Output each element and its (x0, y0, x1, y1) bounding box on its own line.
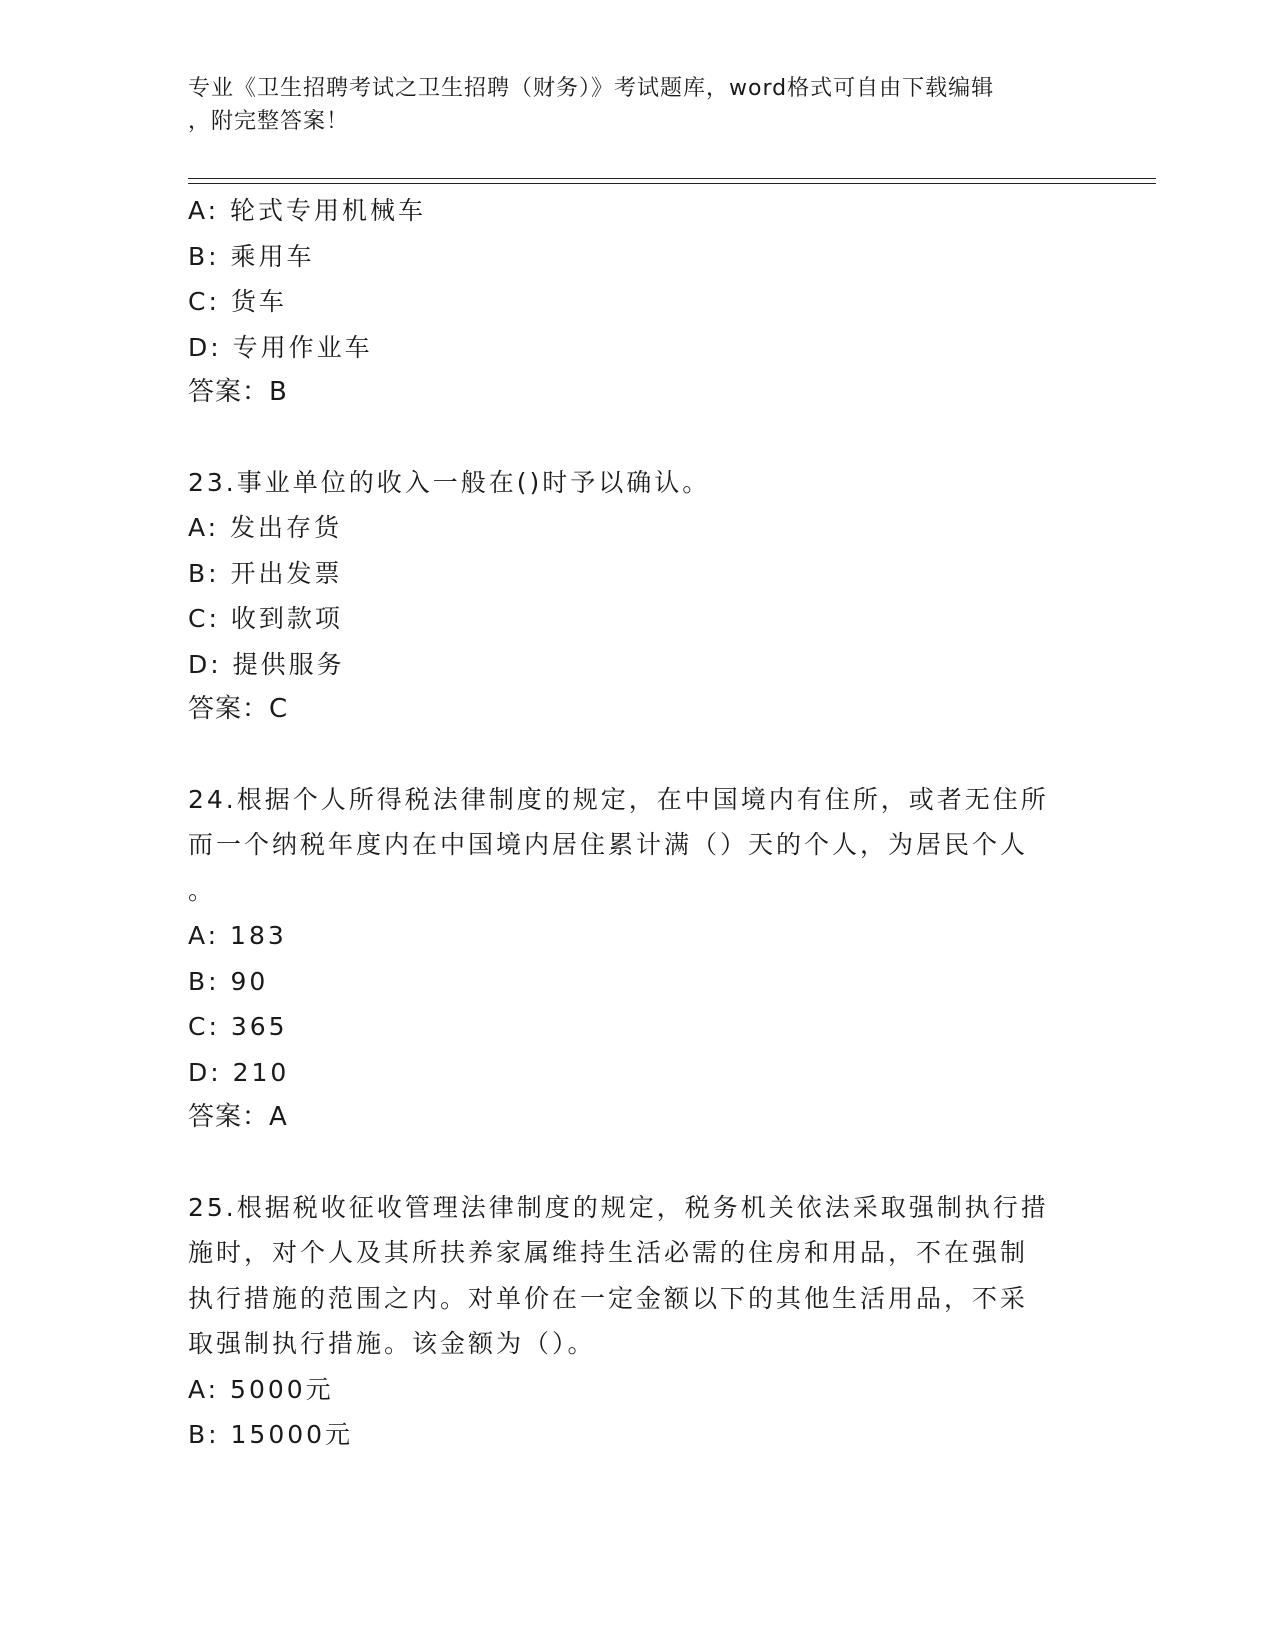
q24-option-b: B: 90 (188, 966, 269, 996)
header-divider-top (188, 178, 1156, 179)
q24-stem-line-2: 而一个纳税年度内在中国境内居住累计满（）天的个人，为居民个人 (188, 830, 1029, 859)
question-22 (188, 188, 1088, 416)
q22-option-a: A: 轮式专用机械车 (188, 196, 427, 225)
q23-option-a: A: 发出存货 (188, 513, 343, 542)
spacer (188, 733, 1088, 777)
q22-answer: 答案：B (188, 377, 288, 407)
q23-answer: 答案：C (188, 694, 289, 724)
q25-stem-line-2: 施时，对个人及其所扶养家属维持生活必需的住房和用品，不在强制 (188, 1238, 1029, 1267)
q24-stem-line-1: 24.根据个人所得税法律制度的规定，在中国境内有住所，或者无住所 (188, 784, 1049, 814)
header-line-2: ，附完整答案！ (188, 109, 350, 134)
q24-option-d: D: 210 (188, 1057, 290, 1087)
question-23 (188, 460, 1088, 733)
q23-option-d: D: 提供服务 (188, 649, 345, 679)
header-line-1: 专业《卫生招聘考试之卫生招聘（财务）》考试题库，word格式可自由下载编辑 (188, 76, 995, 101)
q22-option-c: C: 货车 (188, 287, 287, 316)
spacer (188, 416, 1088, 460)
q22-option-b: B: 乘用车 (188, 241, 315, 271)
q25-stem-line-1: 25.根据税收征收管理法律制度的规定，税务机关依法采取强制执行措 (188, 1192, 1049, 1222)
q23-stem-line-1: 23.事业单位的收入一般在()时予以确认。 (188, 467, 711, 497)
spacer (188, 1141, 1088, 1185)
document-header (188, 72, 1068, 138)
q24-option-a: A: 183 (188, 921, 287, 950)
q22-option-d: D: 专用作业车 (188, 332, 373, 362)
q25-option-a: A: 5000元 (188, 1374, 334, 1404)
question-25 (188, 1185, 1088, 1458)
question-list (188, 188, 1088, 1458)
q25-stem-line-4: 取强制执行措施。该金额为（）。 (188, 1329, 596, 1358)
q23-option-b: B: 开出发票 (188, 558, 343, 588)
q24-answer: 答案：A (188, 1102, 288, 1132)
q25-stem-line-3: 执行措施的范围之内。对单价在一定金额以下的其他生活用品，不采 (188, 1283, 1029, 1313)
q23-option-c: C: 收到款项 (188, 604, 343, 633)
q25-option-b: B: 15000元 (188, 1420, 354, 1449)
question-24 (188, 777, 1088, 1141)
q24-option-c: C: 365 (188, 1012, 288, 1041)
header-divider-bottom (188, 183, 1156, 184)
q24-stem-line-3: 。 (188, 875, 217, 905)
